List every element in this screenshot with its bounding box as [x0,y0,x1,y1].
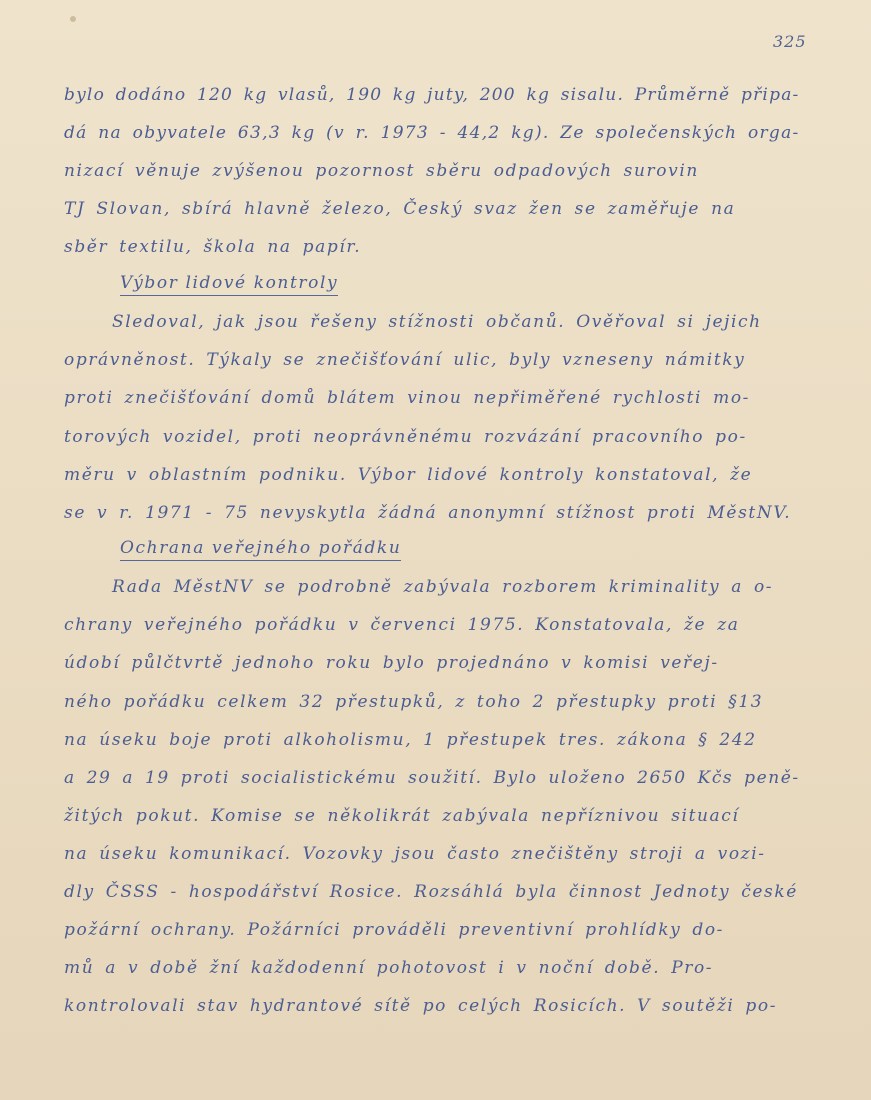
text-line: TJ Slovan, sbírá hlavně železo, Český svaz žen se zaměřuje na [64,199,736,219]
text-line: ného pořádku celkem 32 přestupků, z toho 2 přestupky proti §13 [64,692,764,712]
text-line: kontrolovali stav hydrantové sítě po celých Rosicích. V soutěži po- [64,996,778,1016]
text-line: se v r. 1971 - 75 nevyskytla žádná anonymní stížnost proti MěstNV. [64,503,792,523]
text-line: měru v oblastním podniku. Výbor lidové kontroly konstatoval, že [64,465,753,485]
text-line: dá na obyvatele 63,3 kg (v r. 1973 - 44,2 kg). Ze společenských orga- [64,123,800,143]
text-line: požární ochrany. Požárníci prováděli preventivní prohlídky do- [64,920,725,940]
text-line: na úseku komunikací. Vozovky jsou často znečištěny stroji a vozi- [64,844,766,864]
text-line: bylo dodáno 120 kg vlasů, 190 kg juty, 200 kg sisalu. Průměrně připa- [64,85,800,105]
section-heading-vybor-lidove-kontroly: Výbor lidové kontroly [120,273,338,296]
text-line: nizací věnuje zvýšenou pozornost sběru odpadových surovin [64,161,699,181]
text-line: žitých pokut. Komise se několikrát zabývala nepříznivou situací [64,806,740,826]
text-line: sběr textilu, škola na papír. [64,237,362,257]
text-line: na úseku boje proti alkoholismu, 1 přestupek tres. zákona § 242 [64,730,757,750]
text-line: a 29 a 19 proti socialistickému soužití. Bylo uloženo 2650 Kčs peně- [64,768,800,788]
page-number: 325 [773,32,807,51]
text-line: chrany veřejného pořádku v červenci 1975. Konstatovala, že za [64,615,740,635]
section-heading-ochrana-verejneho-poradku: Ochrana veřejného pořádku [120,538,401,561]
text-line: dly ČSSS - hospodářství Rosice. Rozsáhlá byla činnost Jednoty české [64,882,798,902]
text-line: mů a v době žní každodenní pohotovost i v noční době. Pro- [64,958,714,978]
text-line: Rada MěstNV se podrobně zabývala rozborem kriminality a o- [112,577,774,597]
text-line: Sledoval, jak jsou řešeny stížnosti občanů. Ověřoval si jejich [112,312,762,332]
text-line: proti znečišťování domů blátem vinou nepřiměřené rychlosti mo- [64,388,750,408]
text-line: torových vozidel, proti neoprávněnému rozvázání pracovního po- [64,427,747,447]
punch-hole-mark [70,16,76,22]
text-line: údobí půlčtvrtě jednoho roku bylo projednáno v komisi veřej- [64,653,719,673]
text-line: oprávněnost. Týkaly se znečišťování ulic, byly vzneseny námitky [64,350,746,370]
